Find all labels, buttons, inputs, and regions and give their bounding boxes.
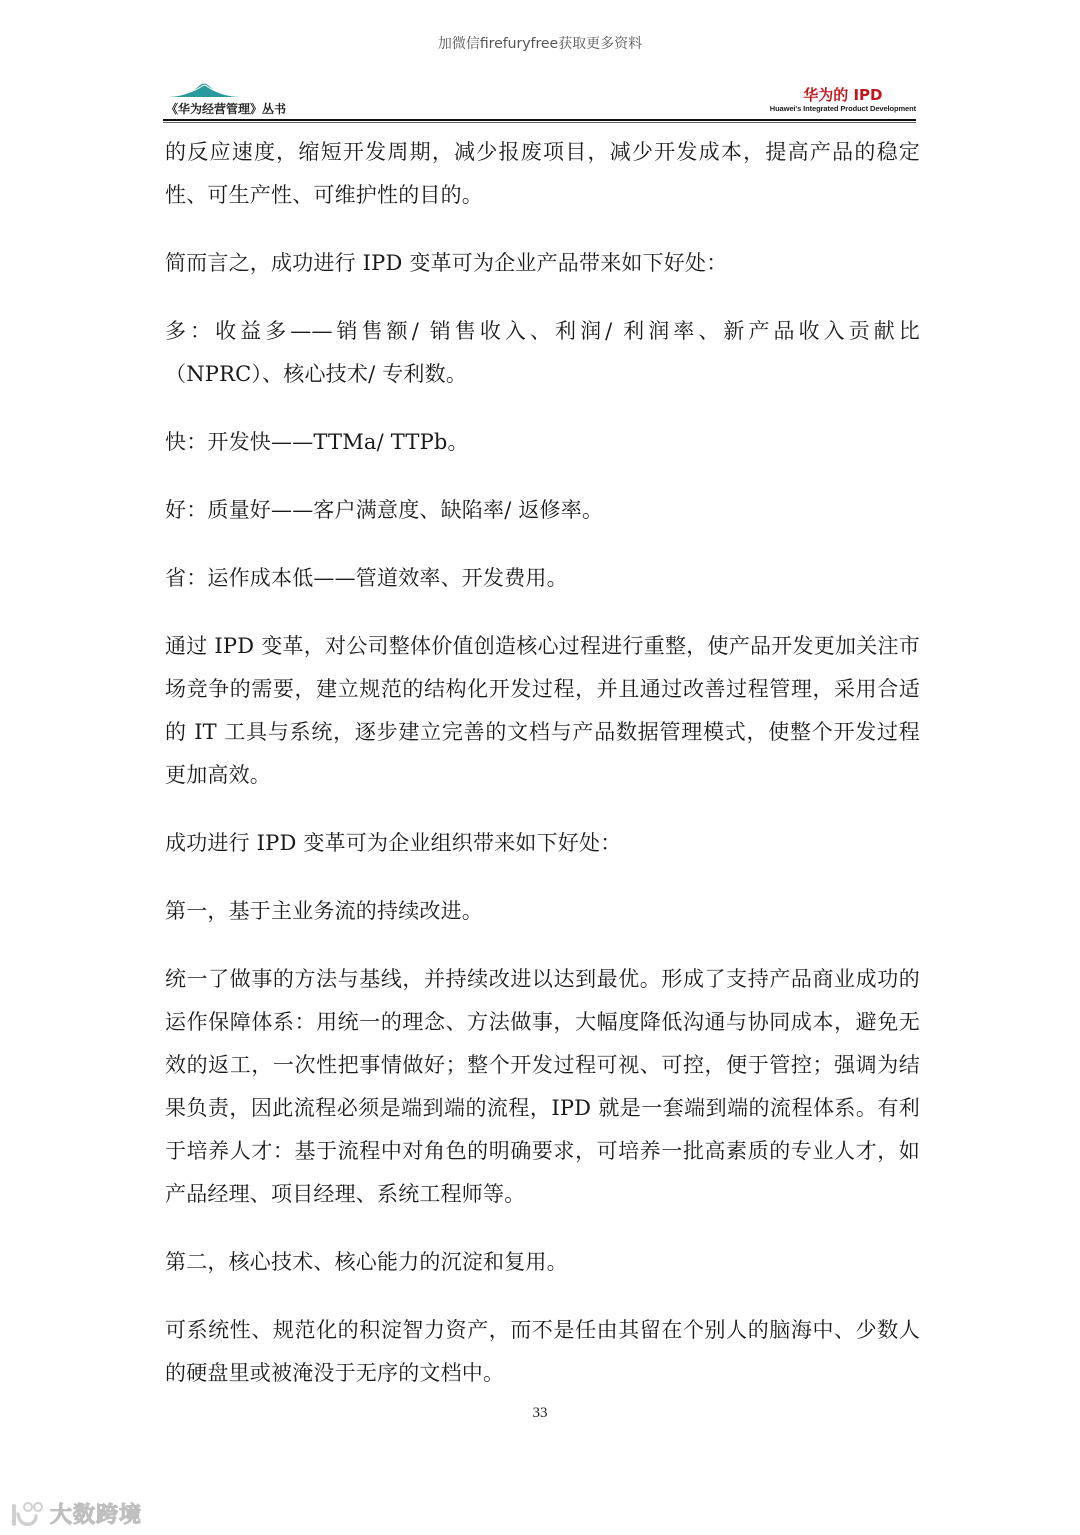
k100-logo-icon [10,1500,46,1528]
header-divider-thin [163,122,916,123]
book-title-block [770,87,916,114]
book-title: 华为的 IPD [803,86,883,104]
paragraph: 成功进行 IPD 变革可为企业组织带来如下好处： [165,831,622,855]
paragraph: 多：收益多——销售额/ 销售收入、利润/ 利润率、新产品收入贡献比（NPRC）、核心技术/ 专利数。 [165,319,920,386]
paragraph: 好：质量好——客户满意度、缺陷率/ 返修率。 [165,498,604,522]
body-text [165,131,920,1420]
paragraph: 统一了做事的方法与基线，并持续改进以达到最优。形成了支持产品商业成功的运作保障体系：用统一的理念、方法做事，大幅度降低沟通与协同成本，避免无效的返工，一次性把事情做好；整个开发过程可视、可控，便于管控；强调为结果负责，因此流程必须是端到端的流程，IPD 就是一套端到端的流程体系。有利于培养人才：基于流程中对角色的明确要求，可培养一批高素质的专业人才，如产品经理、项目经理、系统工程师等。 [165,967,920,1206]
paragraph: 可系统性、规范化的积淀智力资产，而不是任由其留在个别人的脑海中、少数人的硬盘里或被淹没于无序的文档中。 [165,1318,920,1385]
paragraph: 快：开发快——TTMa/ TTPb。 [165,430,469,454]
paragraph: 的反应速度，缩短开发周期，减少报废项目，减少开发成本，提高产品的稳定性、可生产性、可维护性的目的。 [165,140,920,207]
paragraph: 第一，基于主业务流的持续改进。 [165,899,483,923]
book-subtitle: Huawei's Integrated Product Development [769,104,916,113]
paragraph: 简而言之，成功进行 IPD 变革可为企业产品带来如下好处： [165,251,728,275]
header-divider [163,119,916,121]
watermark [10,1498,142,1529]
top-note: 加微信firefuryfree获取更多资料 [437,36,643,52]
page-header [163,78,916,122]
paragraph: 第二，核心技术、核心能力的沉淀和复用。 [165,1250,568,1274]
page-number: 33 [532,1405,548,1421]
series-title: 《华为经营管理》丛书 [166,102,287,116]
paragraph: 通过 IPD 变革，对公司整体价值创造核心过程进行重整，使产品开发更加关注市场竞争的需要，建立规范的结构化开发过程，并且通过改善过程管理，采用合适的 IT 工具与系统，逐步建立完善的文档与产品数据管理模式，使整个开发过程更加高效。 [165,634,920,787]
paragraph: 省：运作成本低——管道效率、开发费用。 [165,566,568,590]
mountain-logo-icon [169,80,239,98]
watermark-text: 大数跨境 [50,1503,143,1528]
